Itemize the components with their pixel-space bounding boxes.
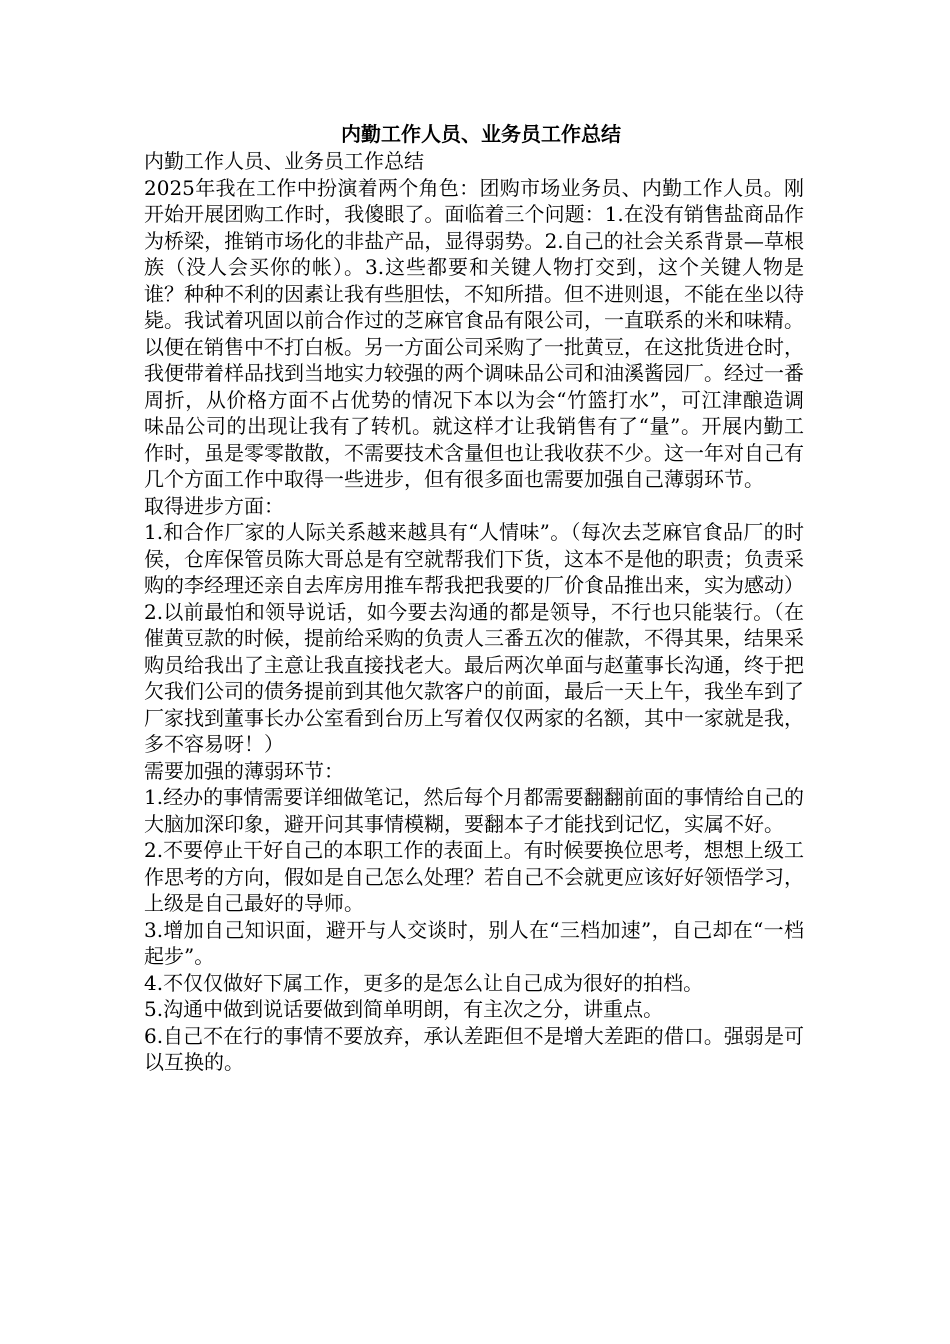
progress-item-1: 1.和合作厂家的人际关系越来越具有“人情味”。（每次去芝麻官食品厂的时侯，仓库保管员陈大哥总是有空就帮我们下货，这本不是他的职责；负责采购的李经理还亲自去库房用推车帮我把我要的厂价食品推出来，实为感动） [144, 520, 804, 597]
weakness-item-3: 3.增加自己知识面，避开与人交谈时，别人在“三档加速”，自己却在“一档起步”。 [144, 917, 804, 968]
section-heading-weakness: 需要加强的薄弱环节： [144, 758, 344, 783]
weakness-item-6: 6.自己不在行的事情不要放弃，承认差距但不是增大差距的借口。强弱是可以互换的。 [144, 1023, 804, 1074]
subtitle-line: 内勤工作人员、业务员工作总结 [144, 149, 424, 173]
weakness-item-1: 1.经办的事情需要详细做笔记，然后每个月都需要翻翻前面的事情给自己的大脑加深印象，避开问其事情模糊，要翻本子才能找到记忆，实属不好。 [144, 785, 804, 836]
document-page [144, 120, 804, 1076]
weakness-item-4: 4.不仅仅做好下属工作，更多的是怎么让自己成为很好的拍档。 [144, 970, 704, 995]
document-title: 内勤工作人员、业务员工作总结 [341, 122, 621, 146]
section-heading-progress: 取得进步方面： [144, 493, 284, 518]
weakness-item-2: 2.不要停止干好自己的本职工作的表面上。有时候要换位思考，想想上级工作思考的方向，假如是自己怎么处理？若自己不会就更应该好好领悟学习，上级是自己最好的导师。 [144, 838, 804, 915]
weakness-item-5: 5.沟通中做到说话要做到简单明朗，有主次之分，讲重点。 [144, 997, 664, 1021]
progress-item-2: 2.以前最怕和领导说话，如今要去沟通的都是领导，不行也只能装行。（在催黄豆款的时候，提前给采购的负责人三番五次的催款，不得其果，结果采购员给我出了主意让我直接找老大。最后两次单面与赵董事长沟通，终于把欠我们公司的债务提前到其他欠款客户的前面，最后一天上午，我坐车到了厂家找到董事长办公室看到台历上写着仅仅两家的名额，其中一家就是我，多不容易呀！） [144, 599, 804, 756]
intro-paragraph: 2025年我在工作中扮演着两个角色：团购市场业务员、内勤工作人员。刚开始开展团购工作时，我傻眼了。面临着三个问题：1.在没有销售盐商品作为桥梁，推销市场化的非盐产品，显得弱势。2.自己的社会关系背景—草根族（没人会买你的帐）。3.这些都要和关键人物打交到，这个关键人物是谁？种种不利的因素让我有些胆怯，不知所措。但不进则退，不能在坐以待毙。我试着巩固以前合作过的芝麻官食品有限公司，一直联系的米和味精。以便在销售中不打白板。另一方面公司采购了一批黄豆，在这批货进仓时，我便带着样品找到当地实力较强的两个调味品公司和油溪酱园厂。经过一番周折，从价格方面不占优势的情况下本以为会“竹篮打水”，可江津酿造调味品公司的出现让我有了转机。就这样才让我销售有了“量”。开展内勤工作时，虽是零零散散，不需要技术含量但也让我收获不少。这一年对自己有几个方面工作中取得一些进步，但有很多面也需要加强自己薄弱环节。 [144, 175, 804, 491]
